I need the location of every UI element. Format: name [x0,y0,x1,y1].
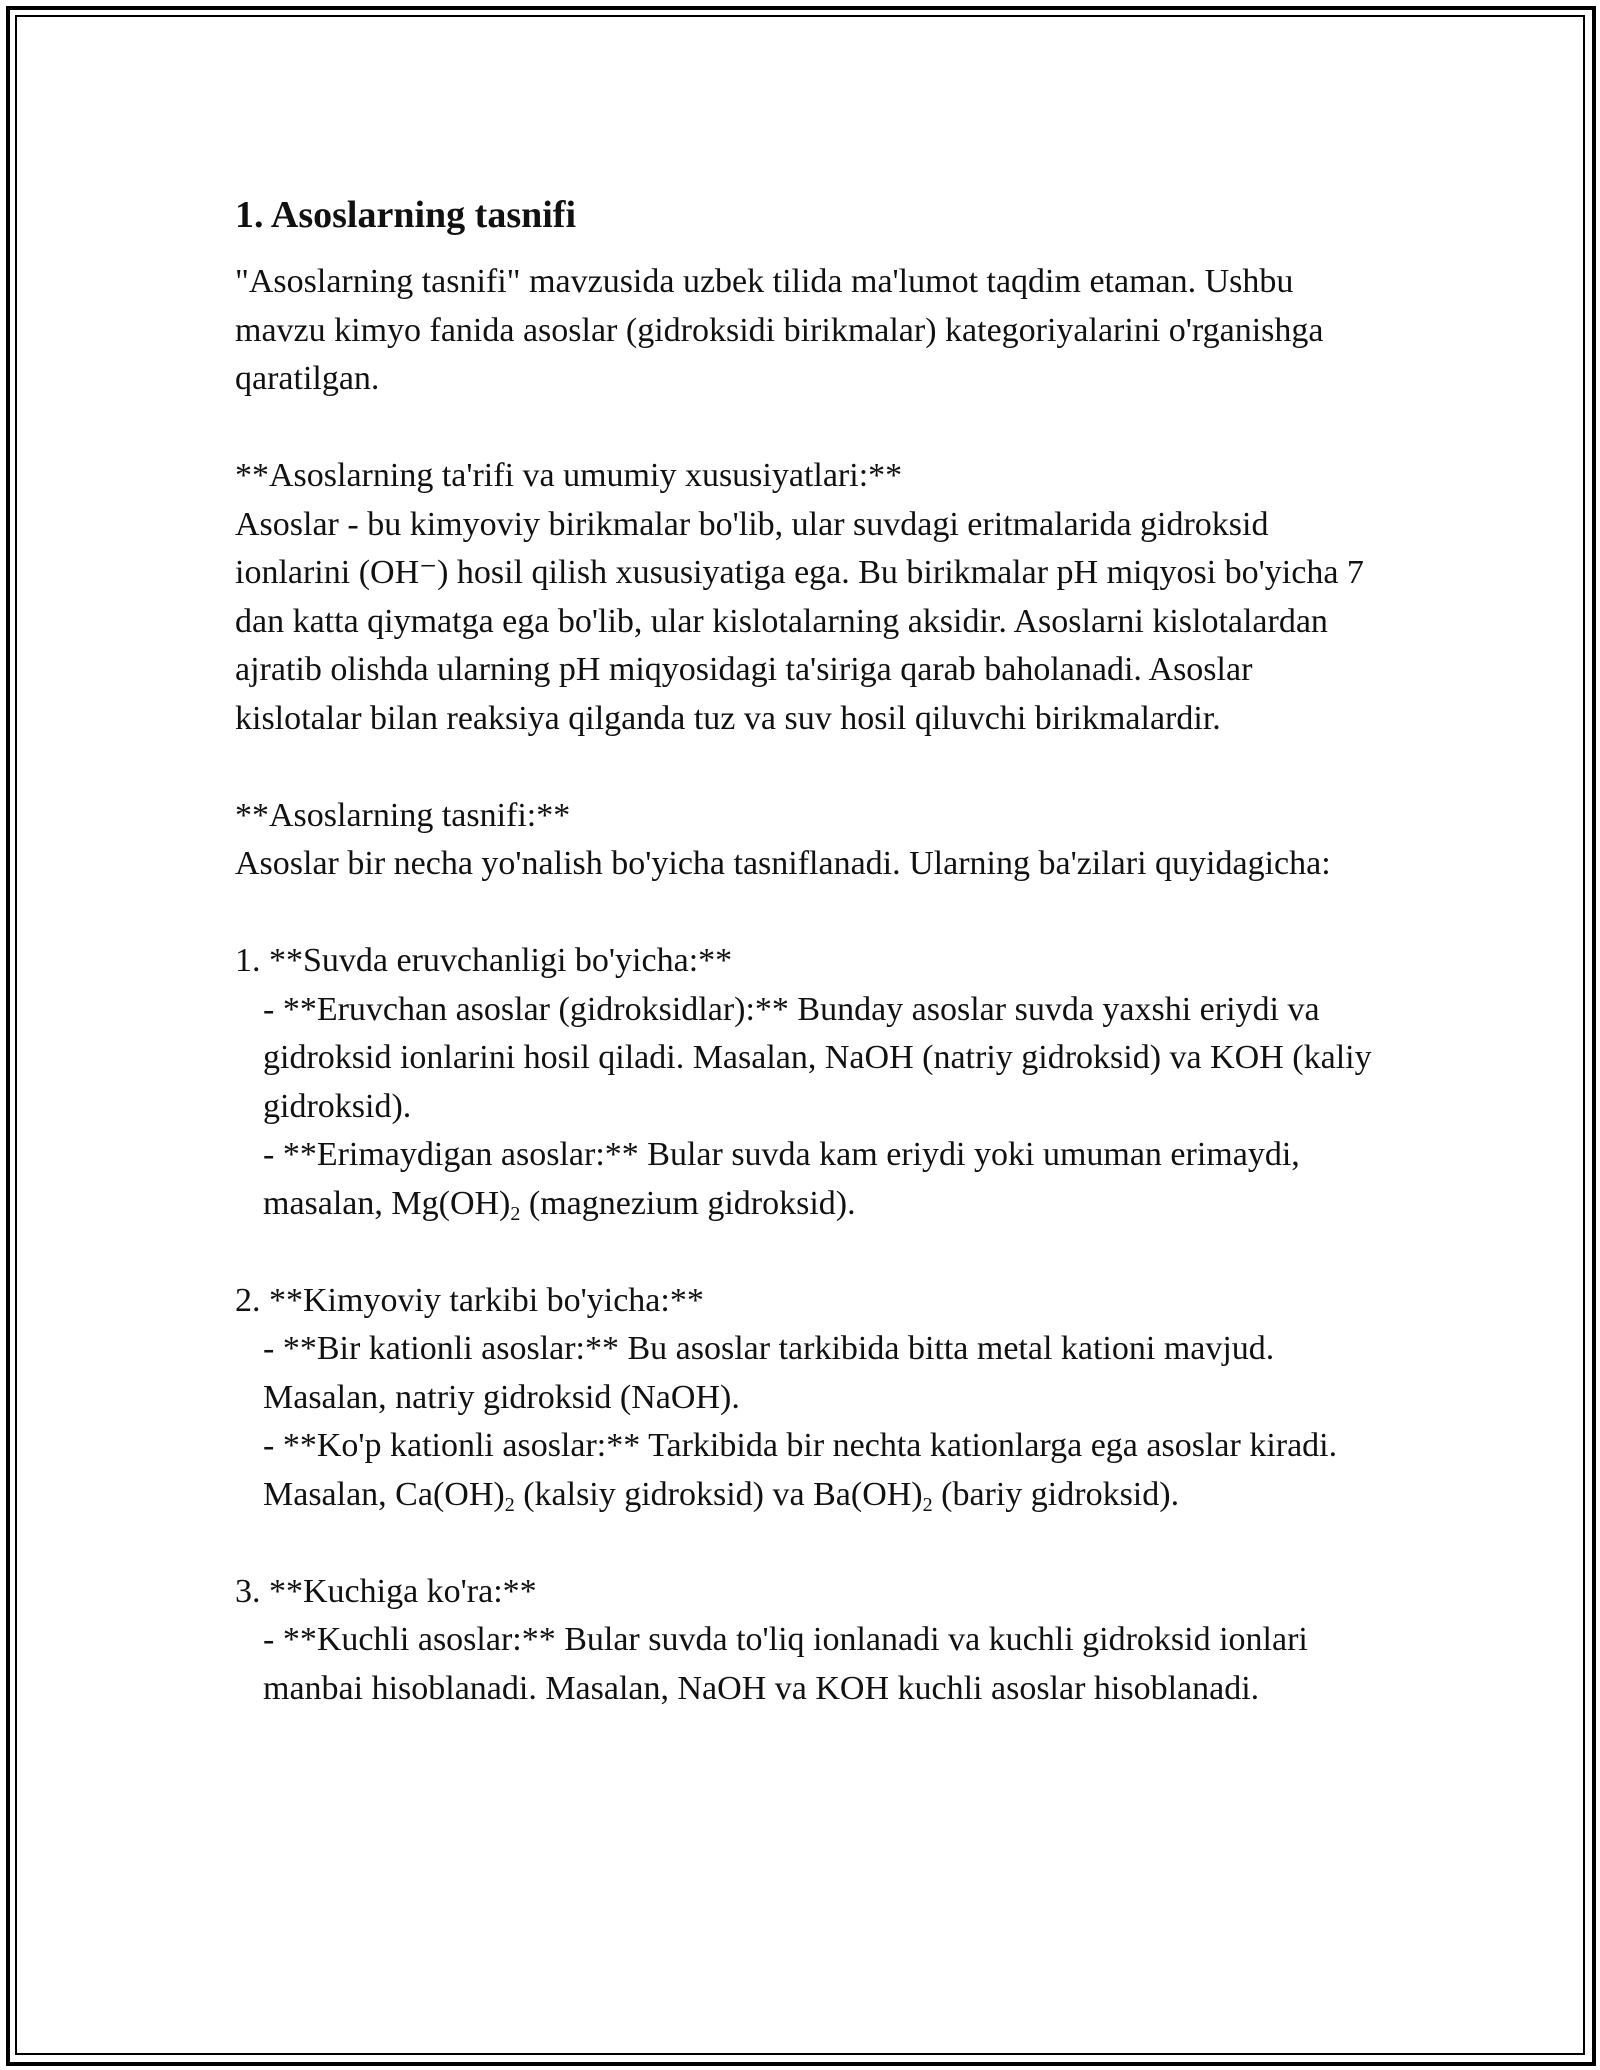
list-item: - **Ko'p kationli asoslar:** Tarkibida bir nechta kationlarga ega asoslar kiradi. Masalan, $Ca(OH)_2$ (kalsiy gidroksid) va $Ba(OH)_2$ (bariy gidroksid). [263,1427,1338,1516]
classification-text: Asoslar bir necha yo'nalish bo'yicha tasniflanadi. Ularning ba'zilari quyidagicha: [235,845,1331,882]
definition-text: Asoslar - bu kimyoviy birikmalar bo'lib, ular suvdagi eritmalarida gidroksid ionlarini (OH⁻) hosil qilish xususiyatiga ega. Bu birikmalar pH miqyosi bo'yicha 7 dan katta qiymatga ega bo'lib, ular kislotalarning aksidir. Asoslarni kislotalardan ajratib olishda ularning pH miqyosidagi ta'siriga qarab baholanadi. Asoslar kislotalar bilan reaksiya qilganda tuz va suv hosil qiluvchi birikmalardir. [235,505,1364,737]
section-heading: 2. **Kimyoviy tarkibi bo'yicha:** [235,1281,704,1319]
list-item: - **Kuchli asoslar:** Bular suvda to'liq ionlanadi va kuchli gidroksid ionlari manbai hisoblanadi. Masalan, NaOH va KOH kuchli asoslar hisoblanadi. [263,1621,1308,1707]
section-heading: 3. **Kuchiga ko'ra:** [235,1572,537,1610]
classification-heading: **Asoslarning tasnifi:** [235,796,571,834]
definition-heading: **Asoslarning ta'rifi va umumiy xususiyatlari:** [235,457,903,494]
list-item: - **Erimaydigan asoslar:** Bular suvda kam eriydi yoki umuman erimaydi, masalan, $Mg(OH)_2$ (magnezium gidroksid). [263,1136,1300,1225]
definition-block [235,452,1385,743]
classification-block [235,792,1385,889]
section-heading: 1. **Suvda eruvchanligi bo'yicha:** [235,942,733,979]
intro-paragraph: "Asoslarning tasnifi" mavzusida uzbek tilida ma'lumot taqdim etaman. Ushbu mavzu kimyo fanida asoslar (gidroksidi birikmalar) kategoriyalarini o'rganishga qaratilgan. [235,263,1324,397]
list-item: - **Eruvchan asoslar (gidroksidlar):** Bunday asoslar suvda yaxshi eriydi va gidroksid ionlarini hosil qiladi. Masalan, NaOH (natriy gidroksid) va KOH (kaliy gidroksid). [263,990,1372,1125]
section-solubility [235,937,1385,1228]
page-title: 1. Asoslarning tasnifi [235,194,577,236]
section-composition [235,1277,1385,1520]
section-strength [235,1568,1385,1714]
document-body [235,186,1385,1762]
list-item: - **Bir kationli asoslar:** Bu asoslar tarkibida bitta metal kationi mavjud. Masalan, natriy gidroksid (NaOH). [263,1330,1275,1416]
